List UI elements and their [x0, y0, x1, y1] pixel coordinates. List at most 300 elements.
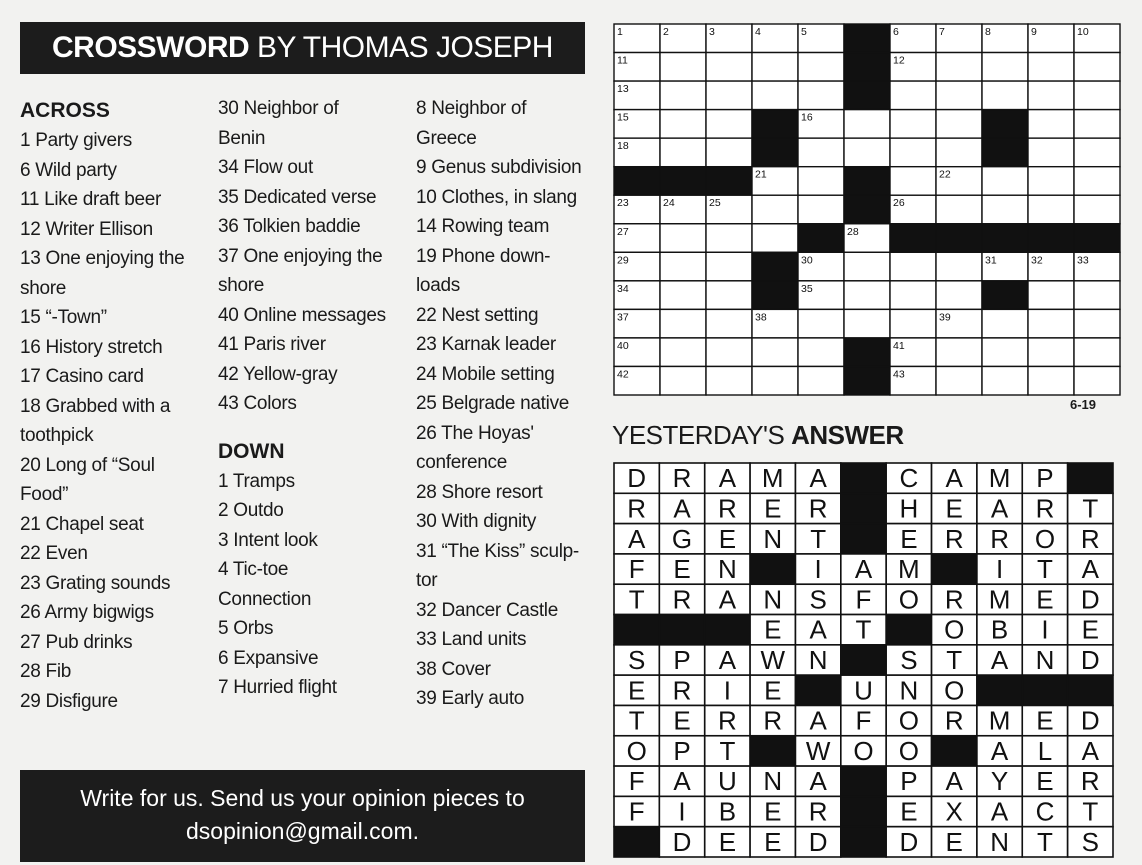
- grid-cell[interactable]: [982, 309, 1028, 338]
- yesterday-title-bold: ANSWER: [791, 420, 904, 450]
- answer-letter: E: [764, 796, 782, 827]
- answer-black-square: [1068, 675, 1113, 705]
- grid-cell[interactable]: [844, 252, 890, 281]
- clue-number: 33: [1077, 254, 1089, 267]
- grid-cell[interactable]: [706, 252, 752, 281]
- grid-black-square: [752, 281, 798, 310]
- answer-letter: N: [899, 675, 919, 706]
- answer-letter: N: [990, 826, 1009, 857]
- grid-cell[interactable]: [982, 53, 1028, 82]
- answer-letter: E: [764, 614, 782, 645]
- clue-item: 19 Phone down- loads: [416, 245, 551, 296]
- answer-letter: O: [626, 735, 647, 766]
- grid-cell[interactable]: [982, 195, 1028, 224]
- clue-number: 18: [617, 140, 629, 153]
- answer-letter: E: [764, 493, 782, 524]
- grid-cell[interactable]: [798, 195, 844, 224]
- answer-letter: T: [1037, 554, 1053, 585]
- answer-letter: D: [1080, 705, 1100, 736]
- clue-item: 31 “The Kiss” sculp- tor: [416, 540, 579, 591]
- grid-black-square: [844, 366, 890, 395]
- clue-heading: ACROSS: [20, 99, 110, 122]
- answer-black-square: [932, 554, 977, 584]
- answer-letter: P: [673, 645, 691, 675]
- clue-number: 35: [801, 282, 813, 295]
- answer-letter: R: [1080, 766, 1100, 797]
- grid-cell[interactable]: [660, 224, 706, 253]
- crossword-grid[interactable]: [612, 22, 1122, 397]
- grid-black-square: [844, 81, 890, 110]
- answer-letter: R: [944, 705, 964, 736]
- answer-letter: A: [718, 463, 737, 494]
- answer-black-square: [750, 554, 795, 584]
- clue-item: 38 Cover: [416, 658, 491, 680]
- grid-black-square: [752, 138, 798, 167]
- grid-black-square: [844, 338, 890, 367]
- clue-number: 31: [985, 254, 997, 267]
- answer-black-square: [1022, 675, 1067, 705]
- answer-letter: P: [673, 735, 691, 766]
- clue-item: 30 Neighbor of Benin: [218, 98, 339, 149]
- clue-item: 28 Fib: [20, 661, 72, 682]
- answer-letter: E: [1036, 705, 1054, 736]
- grid-cell[interactable]: [706, 366, 752, 395]
- grid-black-square: [844, 167, 890, 196]
- answer-letter: P: [900, 766, 918, 797]
- grid-black-square: [982, 224, 1028, 253]
- answer-letter: D: [899, 826, 919, 857]
- grid-cell[interactable]: [660, 281, 706, 310]
- answer-letter: T: [719, 735, 736, 766]
- clue-item: 7 Hurried flight: [218, 677, 337, 698]
- answer-letter: R: [944, 523, 964, 554]
- answer-letter: I: [995, 554, 1004, 585]
- grid-cell[interactable]: [752, 338, 798, 367]
- clue-item: 11 Like draft beer: [20, 189, 162, 210]
- clue-number: 10: [1077, 26, 1089, 38]
- clue-item: 6 Wild party: [20, 159, 117, 181]
- grid-cell[interactable]: [982, 338, 1028, 367]
- clue-item: 5 Orbs: [218, 618, 274, 639]
- answer-letter: R: [672, 584, 692, 615]
- answer-letter: U: [854, 675, 873, 706]
- answer-letter: E: [718, 523, 737, 554]
- clue-number: 22: [939, 168, 951, 181]
- answer-letter: I: [723, 675, 732, 706]
- answer-letter: A: [990, 796, 1009, 827]
- grid-cell[interactable]: [660, 309, 706, 338]
- grid-cell[interactable]: [1074, 281, 1120, 310]
- answer-letter: M: [988, 584, 1011, 615]
- banner-title-bold: CROSSWORD: [52, 31, 250, 64]
- grid-cell[interactable]: [982, 81, 1028, 110]
- clue-number: 28: [847, 225, 859, 238]
- clue-number: 13: [617, 83, 629, 96]
- answer-letter: E: [900, 796, 918, 827]
- answer-letter: M: [988, 705, 1011, 736]
- grid-cell[interactable]: [660, 53, 706, 82]
- answer-letter: R: [944, 584, 964, 615]
- answer-letter: W: [805, 735, 831, 766]
- answer-letter: A: [718, 645, 737, 675]
- clue-item: 6 Expansive: [218, 647, 319, 669]
- answer-letter: N: [763, 523, 783, 554]
- grid-cell[interactable]: [1074, 110, 1120, 139]
- grid-cell[interactable]: [798, 81, 844, 110]
- clue-number: 21: [755, 168, 767, 181]
- grid-cell[interactable]: [1028, 338, 1074, 367]
- grid-black-square: [982, 138, 1028, 167]
- answer-letter: O: [853, 735, 874, 766]
- grid-cell[interactable]: [936, 110, 982, 139]
- grid-cell[interactable]: [752, 81, 798, 110]
- grid-black-square: [890, 224, 936, 253]
- clue-item: 2 Outdo: [218, 500, 284, 521]
- clue-item: 29 Disfigure: [20, 690, 118, 712]
- clue-item: 36 Tolkien baddie: [218, 216, 361, 237]
- answer-black-square: [614, 827, 659, 857]
- clue-item: 23 Karnak leader: [416, 334, 556, 355]
- answer-letter: D: [672, 826, 692, 857]
- grid-black-square: [798, 224, 844, 253]
- grid-cell[interactable]: [660, 81, 706, 110]
- clue-number: 24: [663, 197, 675, 210]
- yesterday-answer-title: [612, 420, 904, 451]
- answer-letter: A: [809, 614, 827, 645]
- answer-black-square: [932, 736, 977, 766]
- answer-grid: [612, 461, 1115, 859]
- answer-letter: I: [1041, 614, 1049, 645]
- answer-letter: S: [900, 645, 918, 675]
- clue-number: 12: [893, 54, 905, 67]
- answer-letter: E: [900, 523, 918, 554]
- clue-number: 23: [617, 197, 629, 210]
- clue-item: 20 Long of “Soul Food”: [20, 454, 155, 505]
- answer-letter: T: [1082, 493, 1099, 524]
- clue-item: 33 Land units: [416, 629, 527, 650]
- answer-letter: F: [628, 796, 645, 827]
- answer-black-square: [614, 615, 659, 645]
- answer-letter: L: [1037, 735, 1053, 766]
- clue-item: 40 Online messages: [218, 304, 386, 326]
- grid-cell[interactable]: [936, 252, 982, 281]
- answer-letter: T: [628, 705, 645, 736]
- grid-cell[interactable]: [936, 81, 982, 110]
- grid-cell[interactable]: [1074, 167, 1120, 196]
- grid-cell[interactable]: [1074, 81, 1120, 110]
- grid-cell[interactable]: [844, 138, 890, 167]
- answer-letter: Y: [990, 766, 1009, 797]
- answer-letter: R: [672, 463, 692, 494]
- grid-cell[interactable]: [936, 138, 982, 167]
- answer-letter: G: [671, 523, 693, 554]
- grid-cell[interactable]: [660, 252, 706, 281]
- grid-cell[interactable]: [1074, 53, 1120, 82]
- clue-number: 27: [617, 225, 629, 238]
- answer-black-square: [841, 645, 886, 675]
- clue-item: 18 Grabbed with a toothpick: [20, 395, 171, 446]
- grid-cell[interactable]: [798, 366, 844, 395]
- answer-letter: A: [990, 645, 1009, 675]
- clue-item: 42 Yellow-gray: [218, 363, 338, 385]
- grid-cell[interactable]: [890, 167, 936, 196]
- answer-letter: A: [718, 584, 737, 615]
- answer-letter: E: [628, 675, 646, 706]
- puzzle-banner: [20, 22, 585, 74]
- clue-item: 27 Pub drinks: [20, 631, 133, 653]
- grid-cell[interactable]: [1028, 138, 1074, 167]
- answer-letter: P: [1036, 463, 1054, 494]
- grid-cell[interactable]: [1028, 53, 1074, 82]
- clue-item: 4 Tic-toe Connection: [218, 559, 312, 610]
- grid-cell[interactable]: [1028, 281, 1074, 310]
- answer-letter: N: [1035, 645, 1055, 675]
- grid-cell[interactable]: [660, 338, 706, 367]
- answer-letter: E: [945, 826, 963, 857]
- clue-item: 9 Genus subdivision: [416, 157, 582, 178]
- grid-cell[interactable]: [660, 110, 706, 139]
- answer-letter: N: [718, 554, 737, 585]
- grid-cell[interactable]: [982, 167, 1028, 196]
- grid-cell[interactable]: [706, 338, 752, 367]
- clue-number: 30: [801, 254, 813, 267]
- answer-letter: R: [808, 493, 828, 524]
- answer-letter: R: [718, 493, 737, 524]
- grid-black-square: [844, 24, 890, 53]
- answer-black-square: [841, 463, 886, 493]
- clue-item: 15 “-Town”: [20, 307, 107, 328]
- grid-cell[interactable]: [1074, 138, 1120, 167]
- grid-cell[interactable]: [752, 53, 798, 82]
- clue-number: 5: [801, 26, 807, 38]
- grid-cell[interactable]: [1028, 167, 1074, 196]
- answer-letter: T: [946, 645, 963, 675]
- clue-item: 8 Neighbor of Greece: [416, 98, 527, 149]
- clue-number: 3: [709, 26, 715, 38]
- answer-letter: M: [761, 463, 784, 494]
- answer-black-square: [1068, 463, 1113, 493]
- grid-black-square: [660, 167, 706, 196]
- grid-cell[interactable]: [890, 81, 936, 110]
- answer-letter: O: [898, 584, 919, 615]
- grid-cell[interactable]: [1074, 366, 1120, 395]
- clue-number: 26: [893, 197, 905, 210]
- answer-letter: R: [763, 705, 783, 736]
- grid-cell[interactable]: [798, 53, 844, 82]
- grid-cell[interactable]: [1028, 366, 1074, 395]
- clue-number: 39: [939, 311, 951, 324]
- answer-letter: D: [808, 826, 828, 857]
- answer-letter: A: [945, 766, 963, 797]
- clue-item: 28 Shore resort: [416, 481, 543, 503]
- clue-number: 41: [893, 339, 905, 352]
- grid-cell[interactable]: [798, 167, 844, 196]
- grid-cell[interactable]: [936, 195, 982, 224]
- clue-item: 17 Casino card: [20, 366, 144, 387]
- answer-letter: A: [673, 493, 691, 524]
- grid-cell[interactable]: [706, 53, 752, 82]
- grid-cell[interactable]: [706, 110, 752, 139]
- grid-black-square: [844, 53, 890, 82]
- grid-cell[interactable]: [844, 281, 890, 310]
- grid-cell[interactable]: [706, 281, 752, 310]
- grid-cell[interactable]: [890, 281, 936, 310]
- answer-letter: S: [1081, 826, 1099, 857]
- grid-cell[interactable]: [890, 110, 936, 139]
- grid-cell[interactable]: [1074, 338, 1120, 367]
- answer-letter: N: [763, 766, 783, 797]
- answer-black-square: [795, 675, 840, 705]
- clue-item: 3 Intent look: [218, 529, 318, 551]
- grid-black-square: [982, 281, 1028, 310]
- grid-cell[interactable]: [798, 338, 844, 367]
- answer-letter: N: [808, 645, 828, 675]
- footer-banner: [20, 770, 585, 862]
- clue-number: 4: [755, 26, 761, 38]
- answer-letter: R: [808, 796, 828, 827]
- answer-letter: C: [1035, 796, 1055, 827]
- clue-number: 11: [617, 54, 628, 67]
- clue-number: 7: [939, 26, 945, 38]
- grid-black-square: [1028, 224, 1074, 253]
- grid-cell[interactable]: [798, 138, 844, 167]
- answer-letter: R: [1035, 493, 1055, 524]
- answer-letter: D: [1080, 645, 1100, 675]
- grid-cell[interactable]: [798, 309, 844, 338]
- grid-cell[interactable]: [706, 81, 752, 110]
- grid-cell[interactable]: [752, 224, 798, 253]
- clue-item: 12 Writer Ellison: [20, 218, 153, 240]
- grid-cell[interactable]: [1074, 195, 1120, 224]
- clue-number: 2: [663, 26, 669, 38]
- answer-letter: R: [990, 523, 1009, 554]
- clue-item: 1 Party givers: [20, 130, 132, 151]
- clue-number: 34: [617, 282, 629, 295]
- clue-number: 38: [755, 311, 767, 324]
- answer-letter: T: [1037, 826, 1053, 857]
- answer-letter: F: [628, 554, 645, 585]
- grid-cell[interactable]: [1028, 110, 1074, 139]
- answer-letter: E: [1036, 584, 1054, 615]
- answer-letter: E: [718, 826, 737, 857]
- answer-letter: R: [672, 675, 692, 706]
- answer-letter: F: [628, 766, 645, 797]
- answer-black-square: [841, 524, 886, 554]
- answer-letter: A: [990, 735, 1009, 766]
- grid-cell[interactable]: [752, 366, 798, 395]
- grid-cell[interactable]: [936, 338, 982, 367]
- clue-item: 22 Nest setting: [416, 304, 539, 326]
- grid-cell[interactable]: [936, 366, 982, 395]
- answer-letter: A: [1081, 554, 1099, 585]
- clue-item: 1 Tramps: [218, 470, 295, 492]
- grid-cell[interactable]: [660, 366, 706, 395]
- answer-letter: D: [1080, 584, 1100, 615]
- answer-letter: E: [1081, 614, 1099, 645]
- clue-item: 41 Paris river: [218, 334, 326, 355]
- grid-cell[interactable]: [936, 53, 982, 82]
- grid-cell[interactable]: [936, 281, 982, 310]
- clue-number: 25: [709, 197, 721, 210]
- clue-item: 22 Even: [20, 543, 88, 564]
- grid-cell[interactable]: [890, 309, 936, 338]
- grid-cell[interactable]: [706, 138, 752, 167]
- grid-black-square: [614, 167, 660, 196]
- answer-letter: O: [944, 614, 965, 645]
- grid-cell[interactable]: [1074, 309, 1120, 338]
- grid-cell[interactable]: [1028, 195, 1074, 224]
- grid-cell[interactable]: [844, 110, 890, 139]
- answer-black-square: [705, 615, 750, 645]
- answer-letter: T: [855, 614, 872, 645]
- grid-cell[interactable]: [844, 309, 890, 338]
- answer-letter: B: [990, 614, 1009, 645]
- answer-black-square: [841, 493, 886, 523]
- answer-letter: F: [855, 584, 872, 615]
- banner-title-rest: BY THOMAS JOSEPH: [249, 31, 553, 64]
- grid-cell[interactable]: [982, 366, 1028, 395]
- clue-item: 24 Mobile setting: [416, 363, 555, 385]
- answer-letter: A: [809, 705, 827, 736]
- grid-black-square: [982, 110, 1028, 139]
- grid-cell[interactable]: [660, 138, 706, 167]
- grid-cell[interactable]: [890, 138, 936, 167]
- clue-number: 42: [617, 368, 629, 381]
- clue-item: 32 Dancer Castle: [416, 599, 558, 621]
- grid-cell[interactable]: [706, 309, 752, 338]
- clue-item: 34 Flow out: [218, 157, 313, 178]
- clue-item: 43 Colors: [218, 393, 297, 414]
- clue-number: 6: [893, 26, 899, 38]
- answer-letter: E: [764, 826, 782, 857]
- answer-black-square: [841, 827, 886, 857]
- clue-number: 1: [617, 26, 623, 38]
- answer-letter: A: [628, 523, 646, 554]
- grid-cell[interactable]: [1028, 81, 1074, 110]
- answer-letter: N: [763, 584, 783, 615]
- answer-letter: E: [673, 554, 691, 585]
- grid-cell[interactable]: [706, 224, 752, 253]
- clue-item: 25 Belgrade native: [416, 393, 570, 414]
- answer-letter: O: [944, 675, 965, 706]
- answer-letter: E: [673, 705, 691, 736]
- clue-number: 9: [1031, 26, 1037, 38]
- grid-black-square: [936, 224, 982, 253]
- grid-cell[interactable]: [752, 195, 798, 224]
- grid-black-square: [844, 195, 890, 224]
- answer-letter: T: [1082, 796, 1099, 827]
- clue-item: 39 Early auto: [416, 688, 525, 709]
- answer-letter: T: [628, 584, 645, 615]
- answer-letter: S: [809, 584, 827, 615]
- answer-letter: R: [627, 493, 647, 524]
- answer-letter: E: [945, 493, 963, 524]
- answer-letter: E: [1036, 766, 1054, 797]
- answer-letter: O: [898, 705, 919, 736]
- grid-cell[interactable]: [890, 252, 936, 281]
- clue-item: 26 Army bigwigs: [20, 602, 154, 623]
- answer-letter: F: [855, 705, 872, 736]
- answer-black-square: [977, 675, 1022, 705]
- answer-black-square: [841, 796, 886, 826]
- clue-number: 29: [617, 254, 629, 267]
- answer-letter: A: [854, 554, 873, 585]
- footer-email: dsopinion@gmail.com.: [185, 818, 419, 844]
- clue-number: 16: [801, 111, 813, 124]
- grid-cell[interactable]: [1028, 309, 1074, 338]
- answer-letter: M: [898, 554, 920, 585]
- clue-item: 13 One enjoying the shore: [20, 248, 185, 299]
